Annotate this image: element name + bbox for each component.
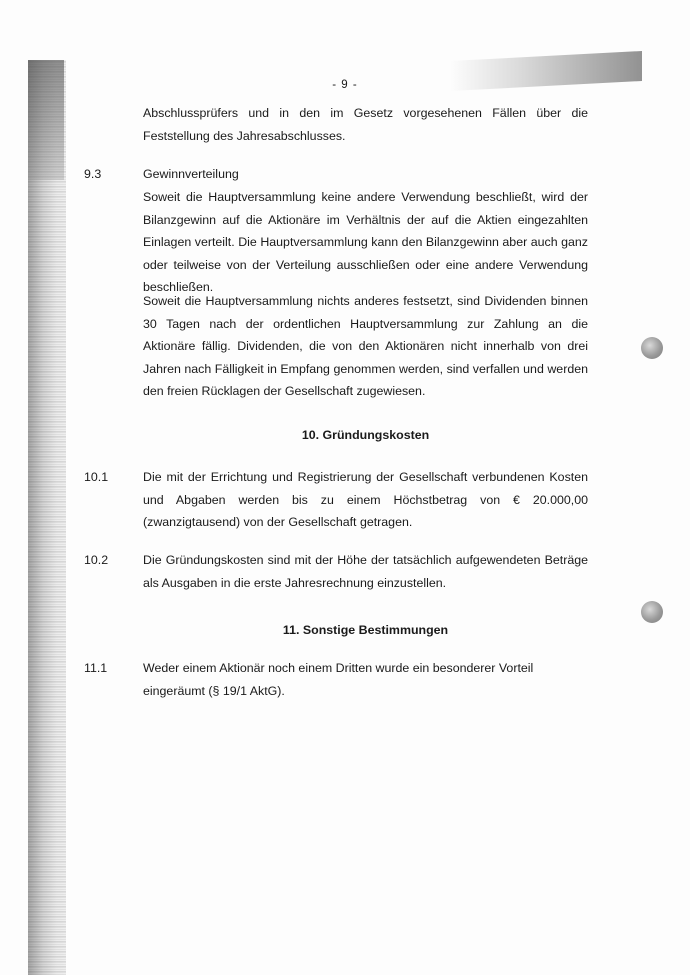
clause-text: Die Gründungskosten sind mit der Höhe der tatsächlich aufgewendeten Beträge als Ausgaben in die erste Jahresrechnung einzustellen. bbox=[143, 553, 588, 590]
clause-text: Die mit der Errichtung und Registrierung der Gesellschaft verbundenen Kosten und Abgaben werden bis zu einem Höchstbetrag von € 20.000,00 (zwanzigtausend) von der Gesellschaft getragen. bbox=[143, 470, 588, 530]
clause-text: Weder einem Aktionär noch einem Dritten wurde ein besonderer Vorteil eingeräumt (§ 19/1 AktG). bbox=[143, 661, 534, 698]
section-title: Gewinnverteilung bbox=[143, 167, 239, 181]
clause-number: 11.1 bbox=[84, 661, 108, 675]
scan-edge-artifact bbox=[28, 60, 66, 975]
punch-hole-icon bbox=[641, 337, 663, 359]
section-paragraph: Soweit die Hauptversammlung nichts anderes festsetzt, sind Dividenden binnen 30 Tagen nach der ordentlichen Hauptversammlung zur Zahlung an die Aktionäre fällig. Dividenden, die von den Aktionären nicht innerhalb von drei Jahren nach Fälligkeit in Empfang genommen werden, sind verfallen und werden den freien Rücklagen der Gesellschaft zugewiesen. bbox=[143, 294, 588, 399]
punch-hole-icon bbox=[641, 601, 663, 623]
clause-number: 10.1 bbox=[84, 470, 109, 484]
clause-number: 10.2 bbox=[84, 553, 109, 567]
section-paragraph: Soweit die Hauptversammlung keine andere Verwendung beschließt, wird der Bilanzgewinn auf die Aktionäre im Verhältnis der auf die Aktien eingezahlten Einlagen verteilt. Die Hauptversammlung kann den Bilanzgewinn aber auch ganz oder teilweise von der Verteilung ausschließen oder eine andere Verwendung beschließen. bbox=[143, 190, 588, 295]
heading-sonstige-bestimmungen: 11. Sonstige Bestimmungen bbox=[282, 623, 449, 637]
heading-grundungskosten: 10. Gründungskosten bbox=[301, 428, 430, 442]
scan-edge-shadow bbox=[28, 60, 64, 180]
page-number: - 9 - bbox=[332, 79, 358, 91]
section-number: 9.3 bbox=[84, 167, 102, 181]
intro-paragraph: Abschlussprüfers und in den im Gesetz vorgesehenen Fällen über die Feststellung des Jahresabschlusses. bbox=[143, 106, 588, 143]
